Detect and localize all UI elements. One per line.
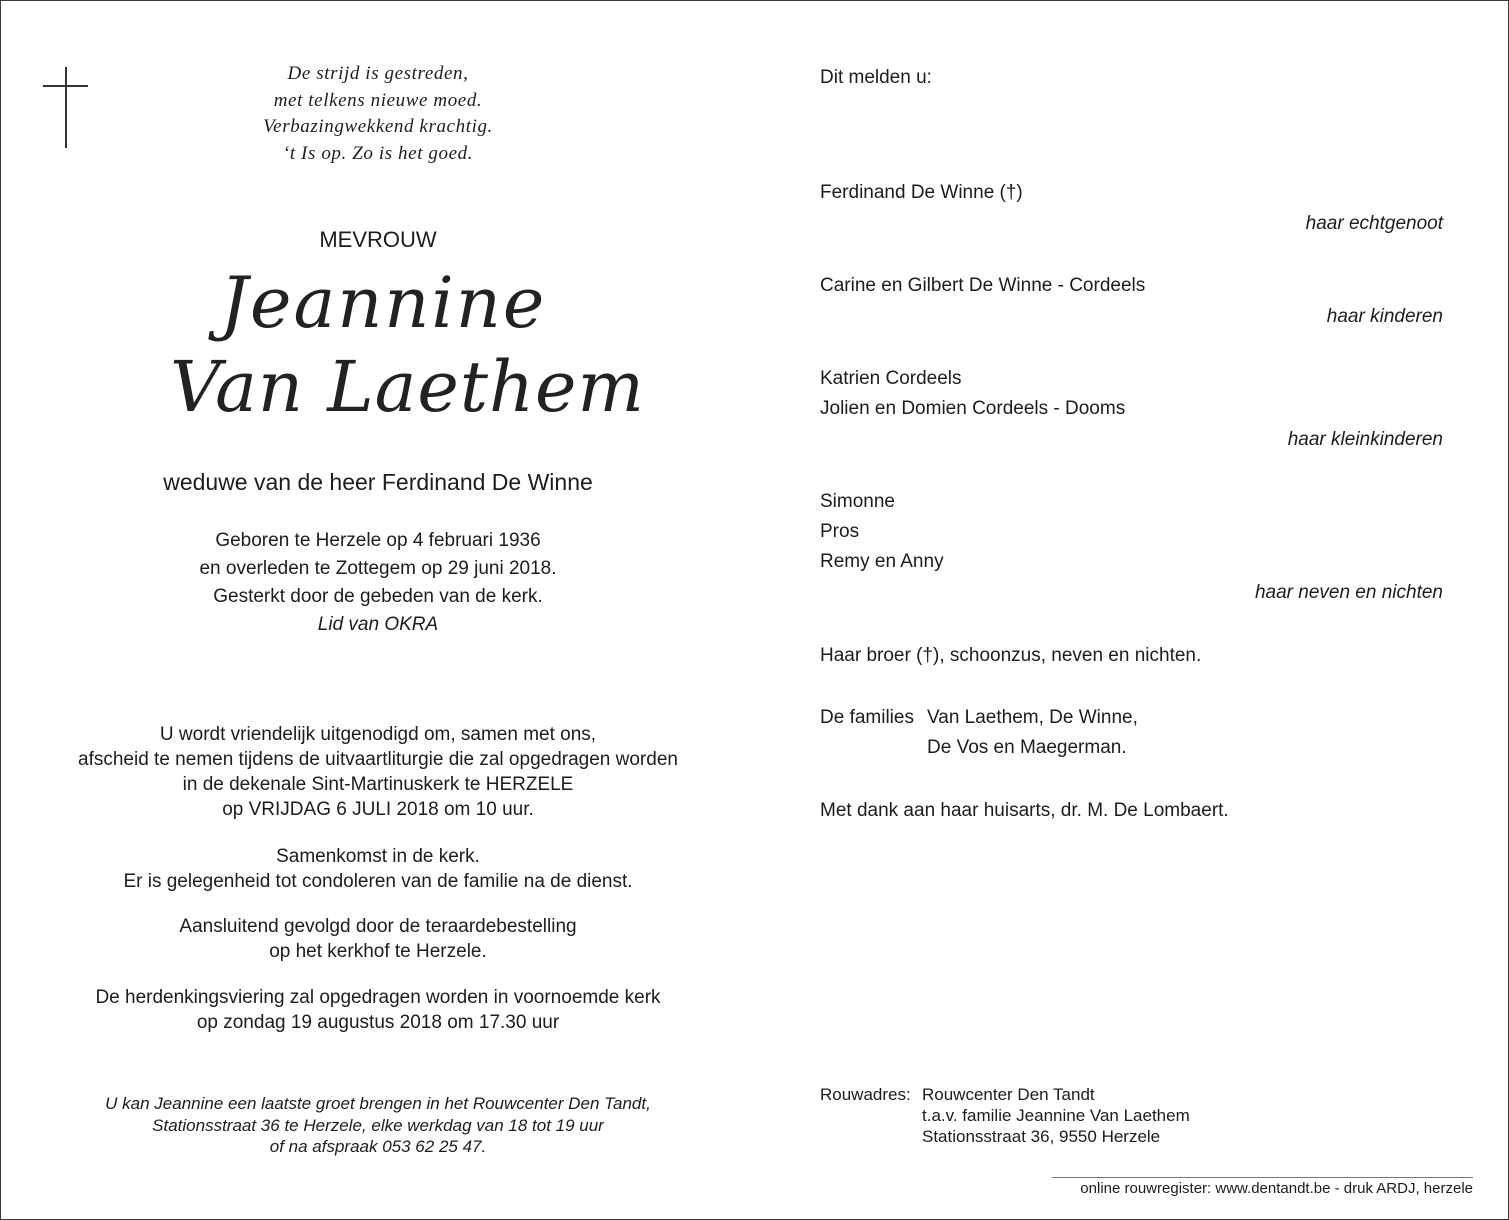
invitation bbox=[28, 722, 728, 822]
families-line: De Vos en Maegerman. bbox=[927, 737, 1127, 758]
memorial-line: De herdenkingsviering zal opgedragen worden in voornoemde kerk bbox=[95, 987, 661, 1008]
footer: online rouwregister: www.dentandt.be - druk ARDJ, herzele bbox=[1080, 1180, 1473, 1197]
visit-line: Stationsstraat 36 te Herzele, elke werkdag van 18 tot 19 uur bbox=[152, 1115, 604, 1135]
invitation-line: op VRIJDAG 6 JULI 2018 om 10 uur. bbox=[222, 799, 534, 820]
cousins-role: haar neven en nichten bbox=[1254, 582, 1443, 603]
families-line: Van Laethem, De Winne, bbox=[927, 707, 1138, 728]
thanks-line: Met dank aan haar huisarts, dr. M. De Lombaert. bbox=[820, 800, 1229, 821]
widow-line: weduwe van de heer Ferdinand De Winne bbox=[163, 469, 593, 495]
poem bbox=[178, 61, 578, 167]
poem-line: Verbazingwekkend krachtig. bbox=[263, 116, 493, 137]
church-line: Gesterkt door de gebeden van de kerk. bbox=[213, 586, 543, 607]
spouse: Ferdinand De Winne (†) bbox=[820, 182, 1023, 203]
first-name: Jeannine bbox=[220, 262, 547, 344]
death-line: en overleden te Zottegem op 29 juni 2018. bbox=[199, 558, 557, 579]
visit-line: of na afspraak 053 62 25 47. bbox=[269, 1137, 487, 1156]
birth-line: Geboren te Herzele op 4 februari 1936 bbox=[215, 530, 541, 551]
families-label: De families bbox=[820, 707, 914, 728]
cousin: Pros bbox=[820, 521, 860, 542]
address-line: Rouwcenter Den Tandt bbox=[922, 1085, 1095, 1104]
gathering-line: Er is gelegenheid tot condoleren van de familie na de dienst. bbox=[123, 871, 633, 892]
cross-horizontal bbox=[43, 85, 88, 87]
burial-line: Aansluitend gevolgd door de teraardebestelling bbox=[179, 916, 577, 937]
membership: Lid van OKRA bbox=[317, 614, 439, 635]
address-label: Rouwadres: bbox=[820, 1085, 911, 1104]
last-name: Van Laethem bbox=[170, 346, 645, 428]
visit-info bbox=[28, 1093, 728, 1158]
burial-line: op het kerkhof te Herzele. bbox=[269, 941, 487, 962]
birth-details bbox=[128, 527, 628, 639]
invitation-line: U wordt vriendelijk uitgenodigd om, samen met ons, bbox=[159, 724, 597, 745]
invitation-line: in de dekenale Sint-Martinuskerk te HERZELE bbox=[182, 774, 574, 795]
poem-line: De strijd is gestreden, bbox=[287, 63, 469, 84]
announce: Dit melden u: bbox=[820, 67, 932, 88]
burial bbox=[28, 914, 728, 964]
footer-divider bbox=[1052, 1177, 1473, 1178]
memorial-line: op zondag 19 augustus 2018 om 17.30 uur bbox=[196, 1012, 560, 1033]
children-role: haar kinderen bbox=[1326, 306, 1443, 327]
grandchildren-role: haar kleinkinderen bbox=[1287, 429, 1443, 450]
grandchild: Katrien Cordeels bbox=[820, 368, 962, 389]
invitation-line: afscheid te nemen tijdens de uitvaartliturgie die zal opgedragen worden bbox=[78, 749, 678, 770]
address-block bbox=[922, 1084, 1190, 1147]
address-line: t.a.v. familie Jeannine Van Laethem bbox=[922, 1106, 1190, 1125]
visit-line: U kan Jeannine een laatste groet brengen in het Rouwcenter Den Tandt, bbox=[105, 1094, 651, 1113]
children: Carine en Gilbert De Winne - Cordeels bbox=[820, 275, 1146, 296]
poem-line: met telkens nieuwe moed. bbox=[273, 89, 483, 111]
spouse-role: haar echtgenoot bbox=[1305, 213, 1443, 234]
address-line: Stationsstraat 36, 9550 Herzele bbox=[922, 1127, 1161, 1146]
gathering bbox=[28, 844, 728, 894]
title: MEVROUW bbox=[319, 227, 437, 252]
cousin: Simonne bbox=[820, 491, 895, 512]
brother-line: Haar broer (†), schoonzus, neven en nichten. bbox=[820, 645, 1202, 666]
cross-vertical bbox=[65, 67, 67, 148]
grandchild: Jolien en Domien Cordeels - Dooms bbox=[820, 398, 1126, 419]
gathering-line: Samenkomst in de kerk. bbox=[276, 846, 480, 867]
cousin: Remy en Anny bbox=[820, 551, 944, 572]
memorial bbox=[28, 985, 728, 1035]
poem-line: ‘t Is op. Zo is het goed. bbox=[282, 142, 474, 164]
